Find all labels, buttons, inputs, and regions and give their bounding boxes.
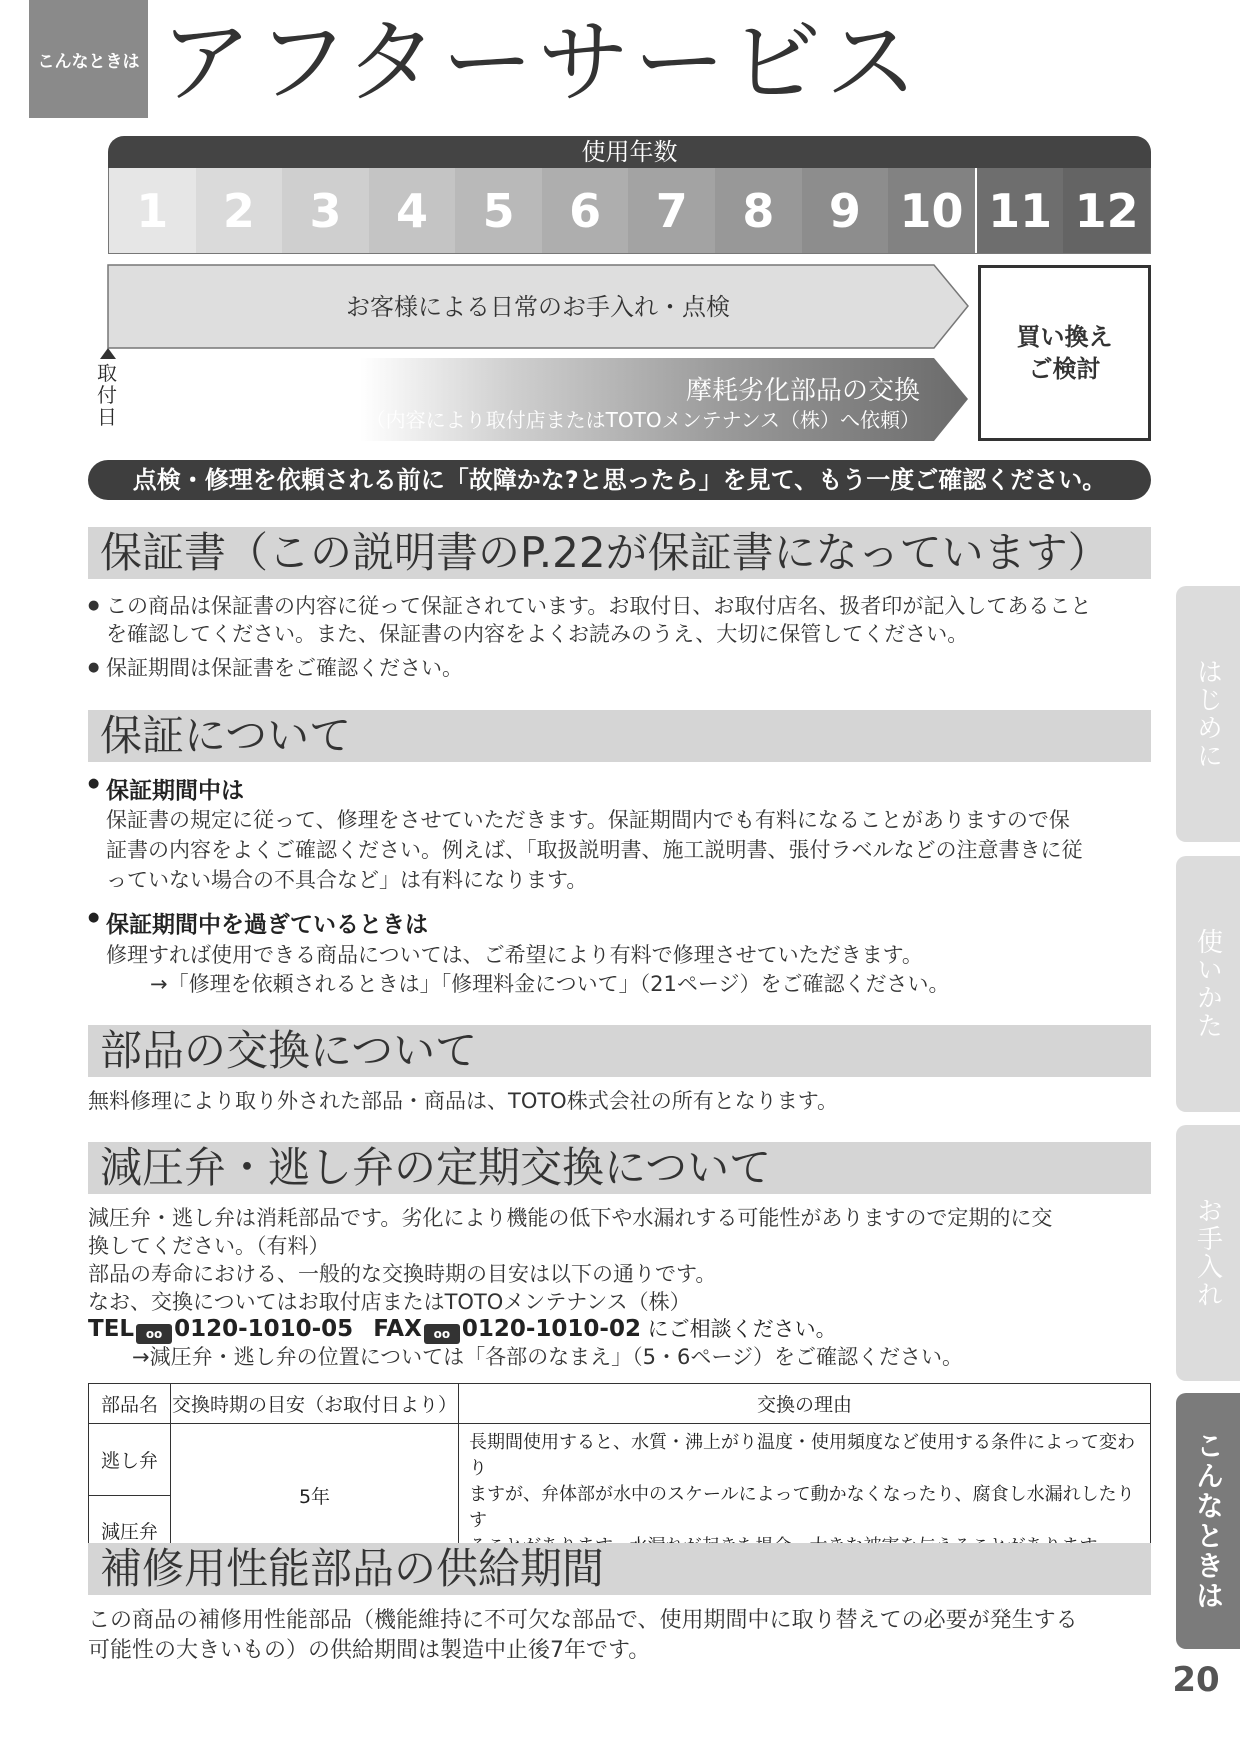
fax-number: 0120-1010-02 (461, 1316, 641, 1342)
warranty-doc-bullet-1-cont: を確認してください。また、保証書の内容をよくお読みのうえ、大切に保管してください。 (106, 622, 969, 646)
year-cell: 11 (975, 168, 1064, 253)
year-cell: 5 (455, 168, 542, 253)
replacement-line2: ご検討 (1028, 355, 1101, 383)
valves-text-3: 部品の寿命における、一般的な交換時期の目安は以下の通りです。 (88, 1262, 717, 1286)
fax-label: FAX (373, 1316, 422, 1342)
warranty-in-period-text-2: 証書の内容をよくご確認ください。例えば、「取扱説明書、施工説明書、張付ラベルなどの注意書きに従 (106, 838, 1083, 862)
part-name-cell: 逃し弁 (89, 1424, 171, 1496)
warranty-in-period-text-1: 保証書の規定に従って、修理をさせていただきます。保証期間内でも有料になることがありますので保 (106, 808, 1070, 832)
year-cell: 3 (282, 168, 369, 253)
warranty-in-period-text-3: っていない場合の不具合など」は有料になります。 (106, 868, 588, 892)
parts-exchange-text: 無料修理により取り外された部品・商品は、TOTO株式会社の所有となります。 (88, 1089, 839, 1113)
table-header: 部品名 (89, 1384, 171, 1424)
year-cell: 1 (109, 168, 196, 253)
warranty-expired-title: ● 保証期間中を過ぎているときは (88, 906, 428, 939)
year-cell: 9 (802, 168, 889, 253)
section-heading-supply: 補修用性能部品の供給期間 (88, 1543, 1151, 1595)
year-cell: 12 (1063, 168, 1150, 253)
side-tab-usage[interactable]: 使いかた (1176, 856, 1240, 1112)
section-tag: こんなときは (29, 0, 148, 118)
year-cell: 10 (888, 168, 975, 253)
install-marker-icon (100, 348, 116, 359)
table-header-row (89, 1384, 1151, 1424)
side-tab-troubleshooting[interactable]: こんなときは (1176, 1393, 1240, 1649)
page-title: アフターサービス (160, 9, 922, 116)
year-cell: 2 (196, 168, 283, 253)
section-heading-parts: 部品の交換について (88, 1025, 1151, 1077)
table-row (89, 1424, 1151, 1496)
section-heading-warranty: 保証について (88, 710, 1151, 762)
table-header: 交換時期の目安（お取付日より） (171, 1384, 459, 1424)
reason-line: ますが、弁体部が水中のスケールによって動かなくなったり、腐食し水漏れしたりす (469, 1484, 1135, 1531)
year-cell: 6 (542, 168, 629, 253)
valves-text-2: 換してください。（有料） (88, 1234, 330, 1258)
freedial-icon: oo (424, 1324, 460, 1344)
part-name-cell: 減圧弁 (89, 1495, 171, 1567)
parts-replace-sublabel: （内容により取付店またはTOTOメンテナンス（株）へ依頼） (365, 408, 920, 432)
warranty-doc-bullet-2: ● 保証期間は保証書をご確認ください。 (88, 653, 463, 683)
tel-number: 0120-1010-05 (174, 1316, 354, 1342)
parts-replace-label: 摩耗劣化部品の交換 (685, 376, 920, 406)
warranty-in-period-title: ● 保証期間中は (88, 772, 244, 805)
years-header: 使用年数 (108, 136, 1151, 168)
year-cell: 7 (628, 168, 715, 253)
notice-banner: 点検・修理を依頼される前に「故障かな?と思ったら」を見て、もう一度ご確認ください。 (88, 460, 1151, 500)
reason-line: 長期間使用すると、水質・沸上がり温度・使用頻度など使用する条件によって変わり (469, 1432, 1135, 1479)
supply-text-1: この商品の補修用性能部品（機能維持に不可欠な部品で、使用期間中に取り替えての必要が発生する (88, 1608, 1078, 1633)
section-heading-warranty-doc: 保証書（この説明書のP.22が保証書になっています） (88, 527, 1151, 579)
side-tab-intro[interactable]: はじめに (1176, 586, 1240, 842)
tel-label: TEL (88, 1316, 135, 1342)
period-cell: 5年 (171, 1424, 459, 1567)
contact-line (88, 1313, 837, 1344)
valves-ref: →減圧弁・逃し弁の位置については「各部のなまえ」（5・6ページ）をご確認ください。 (132, 1345, 963, 1369)
year-cell: 4 (369, 168, 456, 253)
valves-text-4: なお、交換についてはお取付店またはTOTOメンテナンス（株） (88, 1290, 691, 1314)
daily-care-label: お客様による日常のお手入れ・点検 (346, 293, 730, 321)
year-cell: 8 (715, 168, 802, 253)
valves-text-1: 減圧弁・逃し弁は消耗部品です。劣化により機能の低下や水漏れする可能性がありますので定期的に交 (88, 1206, 1053, 1230)
side-tab-care[interactable]: お手入れ (1176, 1125, 1240, 1381)
page-number: 20 (1172, 1660, 1220, 1700)
supply-text-2: 可能性の大きいもの）の供給期間は製造中止後7年です。 (88, 1638, 651, 1663)
warranty-expired-text: 修理すれば使用できる商品については、ご希望により有料で修理させていただきます。 (106, 943, 923, 967)
valve-table (88, 1383, 1151, 1567)
install-date-label: 取付日 (97, 361, 117, 429)
table-header: 交換の理由 (459, 1384, 1151, 1424)
replacement-line1: 買い換え (1016, 323, 1113, 351)
replacement-box (978, 265, 1151, 441)
contact-suffix: にご相談ください。 (647, 1317, 837, 1341)
freedial-icon: oo (136, 1324, 172, 1344)
warranty-doc-bullet-1: ● この商品は保証書の内容に従って保証されています。お取付日、お取付店名、扱者印が記入してあること (88, 591, 1091, 621)
section-heading-valves: 減圧弁・逃し弁の定期交換について (88, 1142, 1151, 1194)
warranty-expired-ref: →「修理を依頼されるときは」「修理料金について」（21ページ）をご確認ください。 (150, 972, 950, 996)
